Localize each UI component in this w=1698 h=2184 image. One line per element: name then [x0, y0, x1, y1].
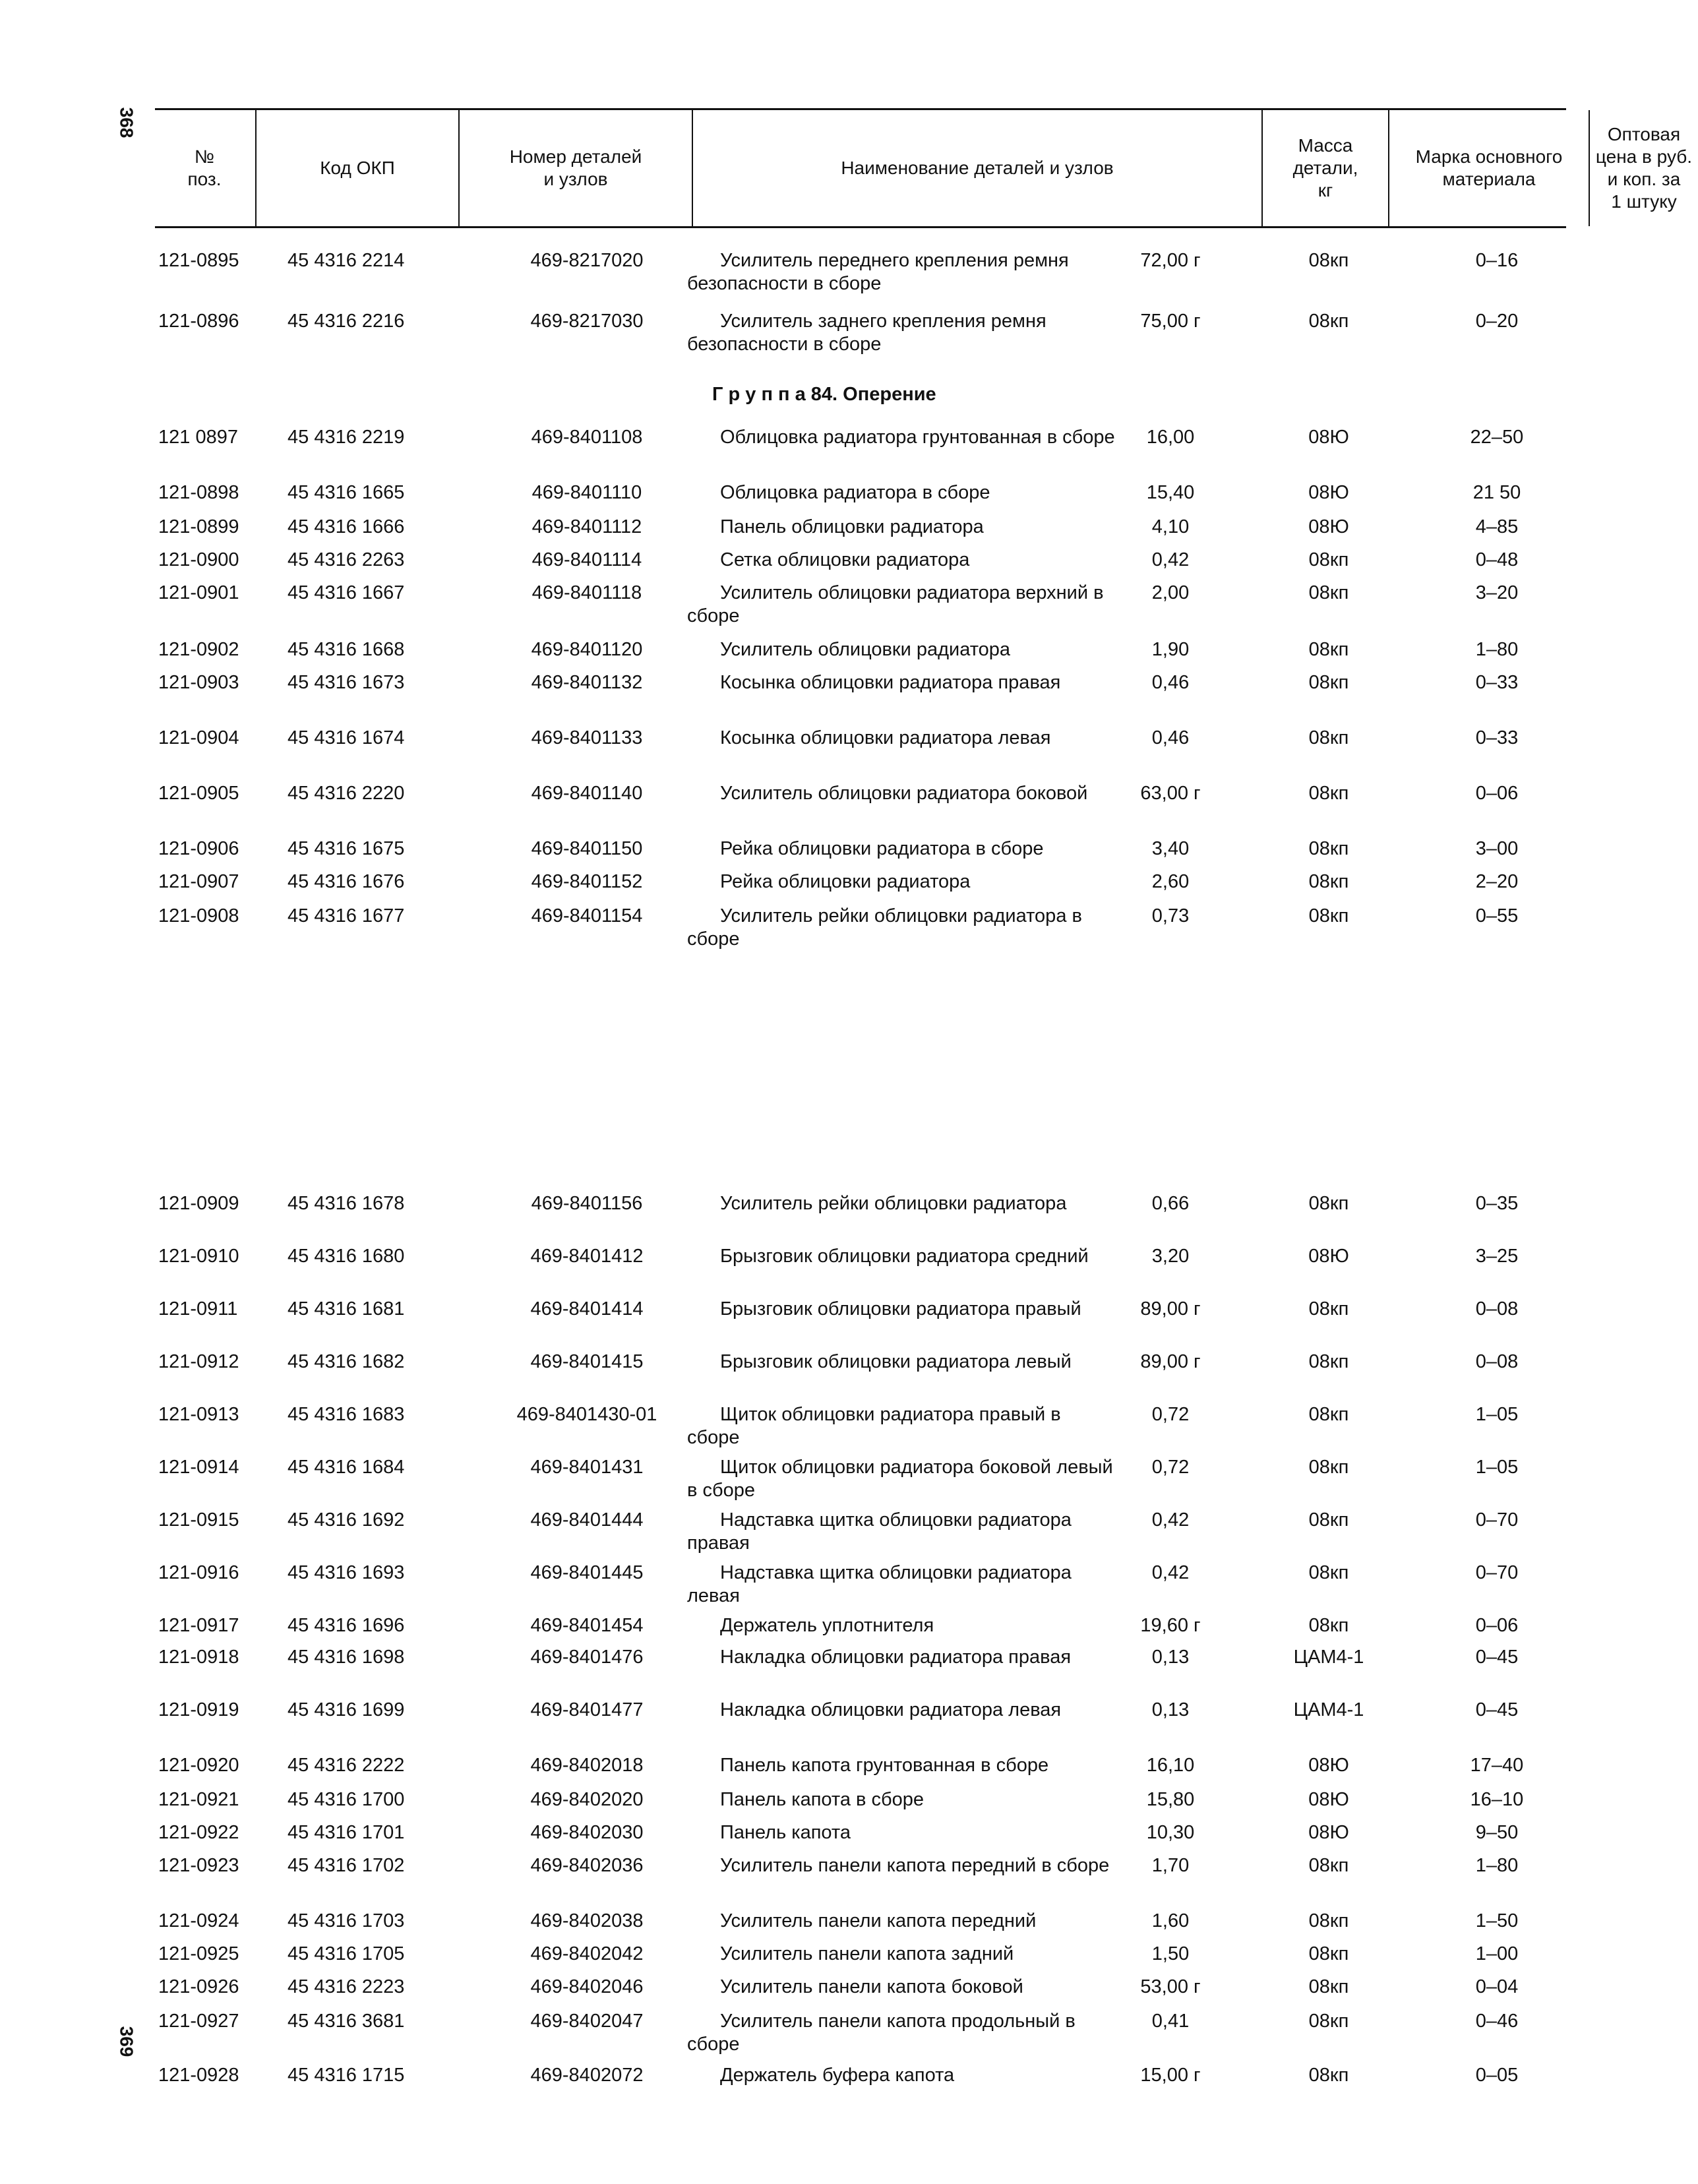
cell-okp: 45 4316 1676	[288, 871, 405, 892]
cell-price: 0–48	[1475, 549, 1519, 570]
cell-okp: 45 4316 1673	[288, 672, 405, 693]
cell-pos: 121-0923	[158, 1855, 239, 1876]
cell-mass: 1,60	[1151, 1910, 1190, 1931]
cell-mass: 0,13	[1151, 1647, 1190, 1668]
cell-name: Рейка облицовки радиатора	[720, 871, 971, 892]
cell-num: 469-8401156	[531, 1193, 643, 1214]
cell-mat: 08кп	[1308, 1855, 1349, 1876]
cell-okp: 45 4316 1681	[288, 1298, 405, 1320]
cell-num: 469-8401108	[531, 427, 643, 448]
cell-name: Облицовка радиатора в сборе	[720, 482, 990, 503]
cell-price: 9–50	[1475, 1822, 1519, 1843]
cell-okp: 45 4316 1665	[288, 482, 405, 503]
cell-name: Накладка облицовки радиатора левая	[720, 1699, 1062, 1720]
cell-pos: 121-0909	[158, 1193, 239, 1214]
cell-price: 22–50	[1470, 427, 1524, 448]
cell-num: 469-8217020	[530, 250, 644, 271]
cell-num: 469-8401120	[531, 639, 643, 660]
cell-name: Рейка облицовки радиатора в сборе	[720, 838, 1044, 859]
cell-mat: 08Ю	[1308, 482, 1349, 503]
cell-okp: 45 4316 1683	[288, 1404, 405, 1425]
cell-price: 17–40	[1470, 1755, 1524, 1776]
cell-mat: 08кп	[1308, 905, 1349, 926]
cell-okp: 45 4316 1700	[288, 1789, 405, 1810]
cell-mass: 3,40	[1151, 838, 1190, 859]
cell-mass: 0,66	[1151, 1193, 1190, 1214]
cell-okp: 45 4316 1698	[288, 1647, 405, 1668]
cell-okp: 45 4316 2220	[288, 783, 405, 804]
cell-mass: 0,13	[1151, 1699, 1190, 1720]
cell-num: 469-8402020	[530, 1789, 644, 1810]
cell-mass: 16,10	[1146, 1755, 1195, 1776]
cell-price: 3–00	[1475, 838, 1519, 859]
cell-okp: 45 4316 1701	[288, 1822, 405, 1843]
cell-okp: 45 4316 1674	[288, 727, 405, 748]
cell-name: Усилитель рейки облицовки радиатора в сборе	[687, 905, 1082, 950]
cell-num: 469-8401118	[531, 582, 642, 603]
cell-num: 469-8401140	[531, 783, 643, 804]
cell-pos: 121-0924	[158, 1910, 239, 1931]
cell-name: Брызговик облицовки радиатора средний	[720, 1246, 1089, 1267]
cell-mat: 08Ю	[1308, 1822, 1349, 1843]
cell-num: 469-8401454	[530, 1615, 644, 1636]
cell-price: 1–05	[1475, 1404, 1519, 1425]
cell-okp: 45 4316 1675	[288, 838, 405, 859]
cell-mat: 08Ю	[1308, 1755, 1349, 1776]
cell-num: 469-8402046	[530, 1976, 644, 1997]
cell-okp: 45 4316 2216	[288, 311, 405, 332]
cell-mat: 08кп	[1308, 250, 1349, 271]
cell-name: Сетка облицовки радиатора	[720, 549, 970, 570]
cell-name: Усилитель панели капота задний	[720, 1943, 1014, 1964]
cell-num: 469-8401415	[530, 1351, 644, 1372]
cell-okp: 45 4316 1715	[288, 2065, 405, 2086]
cell-num: 469-8401110	[531, 482, 642, 503]
cell-name: Усилитель панели капота боковой	[720, 1976, 1023, 1997]
cell-price: 1–05	[1475, 1457, 1519, 1478]
cell-price: 1–00	[1475, 1943, 1519, 1964]
cell-num: 469-8401150	[531, 838, 643, 859]
cell-num: 469-8401477	[530, 1699, 644, 1720]
cell-num: 469-8402018	[530, 1755, 644, 1776]
cell-pos: 121-0911	[158, 1298, 238, 1320]
cell-pos: 121-0896	[158, 311, 239, 332]
cell-okp: 45 4316 1702	[288, 1855, 405, 1876]
cell-mass: 0,72	[1151, 1457, 1190, 1478]
cell-okp: 45 4316 2214	[288, 250, 405, 271]
cell-name: Панель облицовки радиатора	[720, 516, 984, 537]
cell-mat: 08Ю	[1308, 427, 1349, 448]
cell-pos: 121 0897	[158, 427, 238, 448]
cell-price: 0–46	[1475, 2011, 1519, 2032]
cell-num: 469-8401430-01	[516, 1404, 657, 1425]
cell-pos: 121-0925	[158, 1943, 239, 1964]
cell-price: 0–04	[1475, 1976, 1519, 1997]
cell-name: Усилитель переднего крепления ремня безопасности в сборе	[687, 250, 1069, 294]
cell-price: 0–70	[1475, 1562, 1519, 1583]
cell-price: 0–55	[1475, 905, 1519, 926]
cell-okp: 45 4316 1677	[288, 905, 405, 926]
cell-num: 469-8402036	[530, 1855, 644, 1876]
cell-pos: 121-0916	[158, 1562, 239, 1583]
cell-mat: 08кп	[1308, 1509, 1349, 1531]
cell-pos: 121-0908	[158, 905, 239, 926]
cell-okp: 45 4316 2219	[288, 427, 405, 448]
cell-okp: 45 4316 1703	[288, 1910, 405, 1931]
cell-mat: 08кп	[1308, 2011, 1349, 2032]
cell-name: Усилитель облицовки радиатора боковой	[720, 783, 1088, 804]
cell-name: Щиток облицовки радиатора боковой левый в сборе	[687, 1457, 1113, 1501]
cell-pos: 121-0903	[158, 672, 239, 693]
cell-pos: 121-0912	[158, 1351, 239, 1372]
cell-mass: 53,00 г	[1140, 1976, 1201, 1997]
cell-mass: 0,46	[1151, 672, 1190, 693]
cell-mass: 75,00 г	[1140, 311, 1201, 332]
cell-mat: 08кп	[1308, 871, 1349, 892]
cell-price: 0–45	[1475, 1647, 1519, 1668]
cell-price: 0–20	[1475, 311, 1519, 332]
cell-price: 3–20	[1475, 582, 1519, 603]
cell-okp: 45 4316 1668	[288, 639, 405, 660]
cell-pos: 121-0913	[158, 1404, 239, 1425]
cell-mass: 1,50	[1151, 1943, 1190, 1964]
cell-num: 469-8401445	[530, 1562, 644, 1583]
cell-mat: 08кп	[1308, 1562, 1349, 1583]
cell-price: 0–33	[1475, 672, 1519, 693]
cell-pos: 121-0901	[158, 582, 239, 603]
cell-mat: 08кп	[1308, 1298, 1349, 1320]
cell-name: Усилитель облицовки радиатора	[720, 639, 1011, 660]
cell-mass: 1,90	[1151, 639, 1190, 660]
cell-mass: 3,20	[1151, 1246, 1190, 1267]
cell-price: 0–35	[1475, 1193, 1519, 1214]
cell-num: 469-8217030	[530, 311, 644, 332]
cell-name: Надставка щитка облицовки радиатора правая	[687, 1509, 1072, 1554]
cell-price: 21 50	[1472, 482, 1521, 503]
cell-okp: 45 4316 1682	[288, 1351, 405, 1372]
cell-okp: 45 4316 1705	[288, 1943, 405, 1964]
header-part-number: Номер деталей и узлов	[509, 146, 642, 189]
cell-num: 469-8401132	[531, 672, 643, 693]
cell-name: Панель капота в сборе	[720, 1789, 924, 1810]
cell-pos: 121-0918	[158, 1647, 239, 1668]
cell-mat: 08кп	[1308, 639, 1349, 660]
cell-name: Усилитель рейки облицовки радиатора	[720, 1193, 1067, 1214]
cell-name: Усилитель облицовки радиатора верхний в сборе	[687, 582, 1104, 626]
cell-price: 0–16	[1475, 250, 1519, 271]
cell-mat: 08кп	[1308, 1615, 1349, 1636]
cell-mat: 08кп	[1308, 1976, 1349, 1997]
table-header	[155, 108, 1693, 228]
cell-mat: 08кп	[1308, 1910, 1349, 1931]
cell-mat: 08кп	[1308, 1943, 1349, 1964]
cell-pos: 121-0927	[158, 2011, 239, 2032]
header-okp: Код ОКП	[320, 158, 395, 178]
cell-pos: 121-0895	[158, 250, 239, 271]
cell-num: 469-8401114	[531, 549, 642, 570]
cell-price: 1–80	[1475, 639, 1519, 660]
cell-price: 4–85	[1475, 516, 1519, 537]
cell-okp: 45 4316 1678	[288, 1193, 405, 1214]
cell-mat: 08кп	[1308, 1351, 1349, 1372]
cell-mass: 0,41	[1151, 2011, 1190, 2032]
cell-mat: 08Ю	[1308, 516, 1349, 537]
cell-mass: 0,42	[1151, 1509, 1190, 1531]
cell-name: Надставка щитка облицовки радиатора левая	[687, 1562, 1072, 1606]
cell-num: 469-8401444	[530, 1509, 644, 1531]
cell-mass: 19,60 г	[1140, 1615, 1201, 1636]
cell-mat: 08кп	[1308, 727, 1349, 748]
cell-name: Усилитель заднего крепления ремня безопасности в сборе	[687, 311, 1046, 355]
cell-okp: 45 4316 1692	[288, 1509, 405, 1531]
cell-mass: 10,30	[1146, 1822, 1195, 1843]
cell-pos: 121-0928	[158, 2065, 239, 2086]
cell-mass: 0,73	[1151, 905, 1190, 926]
cell-pos: 121-0926	[158, 1976, 239, 1997]
cell-pos: 121-0906	[158, 838, 239, 859]
page-number-top: 368	[116, 107, 137, 138]
cell-name: Косынка облицовки радиатора правая	[720, 672, 1061, 693]
cell-price: 0–45	[1475, 1699, 1519, 1720]
cell-mat: 08кп	[1308, 549, 1349, 570]
cell-num: 469-8401412	[530, 1246, 644, 1267]
group-title: Г р у п п а 84. Оперение	[712, 384, 936, 405]
cell-price: 0–08	[1475, 1298, 1519, 1320]
cell-mass: 15,40	[1146, 482, 1195, 503]
cell-mass: 4,10	[1151, 516, 1190, 537]
cell-num: 469-8401414	[530, 1298, 644, 1320]
cell-num: 469-8401152	[531, 871, 643, 892]
page-number-bottom: 369	[116, 2026, 137, 2057]
cell-price: 0–05	[1475, 2065, 1519, 2086]
cell-mass: 89,00 г	[1140, 1298, 1201, 1320]
header-mass: Масса детали, кг	[1292, 135, 1358, 200]
cell-num: 469-8402072	[530, 2065, 644, 2086]
cell-name: Облицовка радиатора грунтованная в сборе	[720, 427, 1115, 448]
cell-mass: 1,70	[1151, 1855, 1190, 1876]
cell-name: Брызговик облицовки радиатора правый	[720, 1298, 1081, 1320]
cell-okp: 45 4316 3681	[288, 2011, 405, 2032]
cell-pos: 121-0907	[158, 871, 239, 892]
cell-num: 469-8402042	[530, 1943, 644, 1964]
cell-mat: 08кп	[1308, 838, 1349, 859]
cell-num: 469-8401431	[530, 1457, 644, 1478]
cell-price: 0–06	[1475, 1615, 1519, 1636]
cell-num: 469-8401154	[531, 905, 643, 926]
cell-mass: 63,00 г	[1140, 783, 1201, 804]
cell-okp: 45 4316 2223	[288, 1976, 405, 1997]
cell-mass: 2,00	[1151, 582, 1190, 603]
cell-mat: 08кп	[1308, 1193, 1349, 1214]
cell-price: 0–06	[1475, 783, 1519, 804]
cell-mat: 08кп	[1308, 672, 1349, 693]
cell-pos: 121-0919	[158, 1699, 239, 1720]
cell-mass: 0,42	[1151, 1562, 1190, 1583]
cell-okp: 45 4316 2263	[288, 549, 405, 570]
cell-mat: 08кп	[1308, 783, 1349, 804]
cell-mass: 16,00	[1146, 427, 1195, 448]
cell-mass: 0,42	[1151, 549, 1190, 570]
cell-mat: 08кп	[1308, 1457, 1349, 1478]
cell-pos: 121-0915	[158, 1509, 239, 1531]
cell-okp: 45 4316 1696	[288, 1615, 405, 1636]
cell-okp: 45 4316 1699	[288, 1699, 405, 1720]
cell-price: 3–25	[1475, 1246, 1519, 1267]
cell-name: Накладка облицовки радиатора правая	[720, 1647, 1072, 1668]
cell-pos: 121-0914	[158, 1457, 239, 1478]
cell-mass: 0,46	[1151, 727, 1190, 748]
cell-price: 0–08	[1475, 1351, 1519, 1372]
cell-okp: 45 4316 1684	[288, 1457, 405, 1478]
cell-mat: ЦАМ4-1	[1293, 1699, 1364, 1720]
cell-name: Панель капота грунтованная в сборе	[720, 1755, 1049, 1776]
cell-mat: 08Ю	[1308, 1789, 1349, 1810]
cell-num: 469-8402030	[530, 1822, 644, 1843]
cell-mass: 0,72	[1151, 1404, 1190, 1425]
cell-mat: ЦАМ4-1	[1293, 1647, 1364, 1668]
header-pos: № поз.	[187, 146, 222, 189]
cell-mass: 15,00 г	[1140, 2065, 1201, 2086]
cell-name: Брызговик облицовки радиатора левый	[720, 1351, 1072, 1372]
cell-pos: 121-0920	[158, 1755, 239, 1776]
header-name: Наименование деталей и узлов	[841, 158, 1114, 178]
cell-num: 469-8402038	[530, 1910, 644, 1931]
cell-okp: 45 4316 1667	[288, 582, 405, 603]
cell-mat: 08кп	[1308, 582, 1349, 603]
cell-price: 0–70	[1475, 1509, 1519, 1531]
cell-mat: 08кп	[1308, 2065, 1349, 2086]
cell-pos: 121-0902	[158, 639, 239, 660]
header-material: Марка основного материала	[1415, 146, 1563, 189]
cell-price: 1–80	[1475, 1855, 1519, 1876]
cell-num: 469-8402047	[530, 2011, 644, 2032]
cell-okp: 45 4316 1693	[288, 1562, 405, 1583]
cell-name: Панель капота	[720, 1822, 851, 1843]
cell-mass: 15,80	[1146, 1789, 1195, 1810]
cell-price: 0–33	[1475, 727, 1519, 748]
cell-price: 1–50	[1475, 1910, 1519, 1931]
cell-mass: 89,00 г	[1140, 1351, 1201, 1372]
cell-pos: 121-0921	[158, 1789, 239, 1810]
cell-name: Усилитель панели капота передний	[720, 1910, 1037, 1931]
cell-price: 16–10	[1470, 1789, 1524, 1810]
cell-name: Держатель уплотнителя	[720, 1615, 934, 1636]
cell-mat: 08кп	[1308, 311, 1349, 332]
cell-price: 2–20	[1475, 871, 1519, 892]
cell-pos: 121-0905	[158, 783, 239, 804]
cell-pos: 121-0922	[158, 1822, 239, 1843]
cell-num: 469-8401476	[530, 1647, 644, 1668]
cell-name: Усилитель панели капота передний в сборе	[720, 1855, 1110, 1876]
cell-pos: 121-0917	[158, 1615, 239, 1636]
cell-pos: 121-0898	[158, 482, 239, 503]
cell-pos: 121-0899	[158, 516, 239, 537]
cell-mat: 08кп	[1308, 1404, 1349, 1425]
header-price: Оптовая цена в руб. и коп. за 1 штуку	[1595, 124, 1693, 212]
cell-num: 469-8401112	[531, 516, 642, 537]
cell-okp: 45 4316 1666	[288, 516, 405, 537]
cell-mat: 08Ю	[1308, 1246, 1349, 1267]
cell-name: Усилитель панели капота продольный в сборе	[687, 2011, 1076, 2055]
cell-pos: 121-0900	[158, 549, 239, 570]
cell-mass: 72,00 г	[1140, 250, 1201, 271]
cell-name: Косынка облицовки радиатора левая	[720, 727, 1051, 748]
cell-pos: 121-0910	[158, 1246, 239, 1267]
cell-name: Держатель буфера капота	[720, 2065, 955, 2086]
cell-pos: 121-0904	[158, 727, 239, 748]
cell-okp: 45 4316 1680	[288, 1246, 405, 1267]
cell-name: Щиток облицовки радиатора правый в сборе	[687, 1404, 1061, 1448]
cell-num: 469-8401133	[531, 727, 643, 748]
cell-okp: 45 4316 2222	[288, 1755, 405, 1776]
cell-mass: 2,60	[1151, 871, 1190, 892]
